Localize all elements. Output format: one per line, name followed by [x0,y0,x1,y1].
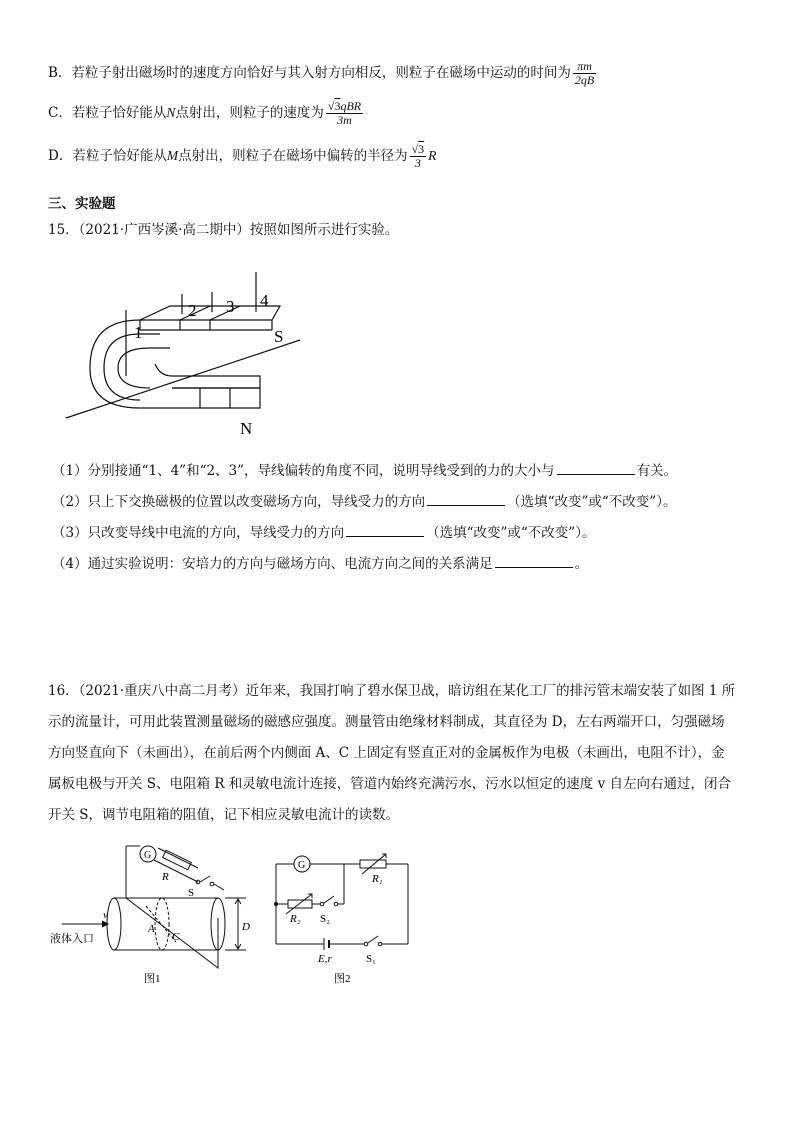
svg-text:R₂: R₂ [290,913,301,925]
svg-text:D: D [242,921,250,933]
wire-label-1: 1 [134,323,143,342]
svg-text:A: A [148,923,155,935]
svg-text:v: v [103,909,108,921]
answer-blank-2[interactable] [427,491,505,506]
svg-text:S₁: S₁ [366,953,376,965]
q16-text: 16．（2021·重庆八中高二月考）近年来，我国打响了碧水保卫战，暗访组在某化工厂的排污管末端安装了如图 1 所 示的流量计，可用此装置测量磁场的磁感应强度。测量管由绝缘材料制成，其直径为 D，左右两端开口，匀强磁场 方向竖直向下（未画出），在前后两个内侧面 A、C 上固定有竖直正对的金属板作为电极（未画出，电阻不计），金 属板电极与开关 S、电阻箱 R 和灵敏电流计连接，管道内始终充满污水，污水以恒定的速度 v 自左向右通过，闭合 开关 S，调节电阻箱的阻值，记下相应灵敏电流计的读数。 [48,683,736,823]
q16-figure-2 [268,838,418,988]
option-b-fraction: $\frac{\pi m}{2qB}$ [574,59,595,87]
fig1-galvanometer-label: G [144,850,152,861]
svg-text:R₁: R₁ [372,873,383,885]
svg-text:E,r: E,r [318,953,332,965]
answer-blank-4[interactable] [495,553,573,568]
pole-label-n: N [240,419,253,438]
svg-text:C: C [172,931,180,943]
option-c: C．若粒子恰好能从N点射出，则粒子的速度为 $\frac{\text{√3qBR}}{3m}$ [48,99,362,127]
q15-title: 15．（2021·广西岑溪·高二期中）按照如图所示进行实验。 [48,222,399,238]
svg-text:R: R [162,871,169,883]
q16-figure-1 [48,838,258,988]
q15-sub4: （4）通过实验说明：安培力的方向与磁场方向、电流方向之间的关系满足 。 [52,553,588,574]
option-b [48,60,598,87]
q15-figure-magnet [60,268,340,443]
inlet-label: 液体入口 [50,933,94,945]
answer-blank-3[interactable] [346,522,424,537]
svg-text:S₂: S₂ [320,913,330,925]
q15-sub2: （2）只上下交换磁极的位置以改变磁场方向，导线受力的方向 （选填“改变”或“不改变”）。 [52,491,676,512]
wire-label-2: 2 [188,301,197,320]
q15-sub3: （3）只改变导线中电流的方向，导线受力的方向 （选填“改变”或“不改变”）。 [52,522,595,543]
option-d-fraction: $\frac{√3}{3}$ [411,142,425,170]
option-c-fraction: $\frac{\text{√3qBR}}{3m}$ [327,99,362,127]
fig2-caption: 图2 [334,973,351,985]
svg-text:S: S [188,887,195,899]
section-heading: 三、实验题 [48,196,116,212]
wire-label-3: 3 [226,297,235,316]
answer-blank-1[interactable] [557,460,635,475]
pole-label-s: S [274,327,284,346]
option-b-text: B．若粒子射出磁场时的速度方向恰好与其入射方向相反，则粒子在磁场中运动的时间为 [48,65,571,81]
fig2-galvanometer-label: G [298,860,306,871]
wire-label-4: 4 [260,291,269,310]
q15-sub1: （1）分别接通“1、4”和“2、3”，导线偏转的角度不同，说明导线受到的力的大小与 有关。 [52,460,677,481]
option-d: D．若粒子恰好能从M点射出，则粒子在磁场中偏转的半径为 $\frac{√3}{3}$ R [48,142,437,170]
fig1-caption: 图1 [144,973,161,985]
